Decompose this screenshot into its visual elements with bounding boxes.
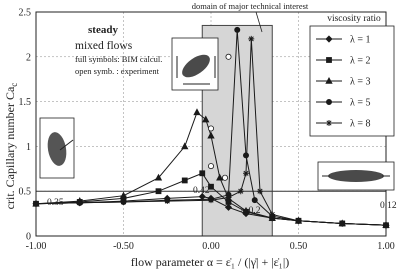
note-open-symbols: open symb. : experiment (75, 66, 160, 76)
data-point (226, 194, 232, 200)
data-point (121, 199, 127, 205)
data-point (235, 27, 240, 32)
note-mixed-flows: mixed flows (75, 40, 133, 52)
data-point (164, 198, 170, 204)
data-point (252, 198, 257, 203)
annotation-0.42: 0.42 (193, 186, 210, 196)
legend-entry: λ = 8 (350, 118, 371, 130)
data-point (208, 197, 214, 203)
x-axis-label: flow parameter α = ε̇₁ / (|γ̇| + |ε̇₁|) (130, 255, 290, 269)
x-tick-label: 1.00 (377, 241, 395, 252)
note-steady: steady (88, 24, 118, 36)
x-tick-label: -0.50 (113, 241, 134, 252)
legend-entry: λ = 1 (350, 34, 371, 46)
y-tick-label: 2.5 (18, 7, 31, 19)
legend-marker (326, 120, 332, 126)
y-tick-label: 1 (26, 141, 31, 153)
y-tick-label: 0.5 (18, 186, 31, 198)
experiment-point (222, 175, 227, 180)
x-tick-label: 0.50 (289, 241, 308, 252)
inset-drop-right (318, 162, 394, 190)
data-point (243, 170, 249, 176)
data-point (156, 189, 161, 194)
legend-marker (327, 58, 332, 63)
inset-drop-middle (172, 38, 218, 90)
y-axis-label: crit. Capillary number $Ca_c$ (3, 82, 19, 210)
data-point (77, 200, 83, 206)
y-tick-label: 1.5 (18, 97, 31, 109)
data-point (339, 220, 345, 226)
note-full-symbols: full symbols: BIM calcul. (75, 54, 163, 64)
data-point (296, 218, 302, 224)
x-tick-label: 0.00 (202, 241, 220, 252)
legend-entry: λ = 3 (350, 76, 371, 88)
x-tick-label: -1.00 (25, 241, 47, 252)
data-point (243, 153, 248, 158)
legend-entry: λ = 2 (350, 55, 371, 67)
experiment-point (208, 164, 213, 169)
annotation-0.12: 0.12 (380, 201, 397, 211)
data-point (238, 188, 244, 194)
data-point (248, 36, 254, 42)
experiment-point (226, 54, 231, 59)
annotation-0.2: ≈ 0.2 (241, 206, 261, 216)
inset-drop-left (40, 118, 74, 178)
data-point (269, 211, 275, 217)
y-tick-label: 0 (26, 231, 31, 243)
domain-label: domain of major technical interest (191, 1, 309, 11)
experiment-point (208, 126, 213, 131)
data-point (383, 222, 389, 228)
y-tick-label: 2 (26, 52, 31, 64)
data-point (257, 188, 263, 194)
legend (310, 14, 394, 136)
data-point (200, 171, 205, 176)
legend-entry: λ = 5 (350, 97, 371, 109)
data-point (182, 178, 187, 183)
data-point (33, 201, 39, 207)
legend-title: viscosity ratio (327, 14, 381, 24)
legend-marker (326, 99, 331, 104)
annotation-0.35: 0.35 (47, 198, 64, 208)
